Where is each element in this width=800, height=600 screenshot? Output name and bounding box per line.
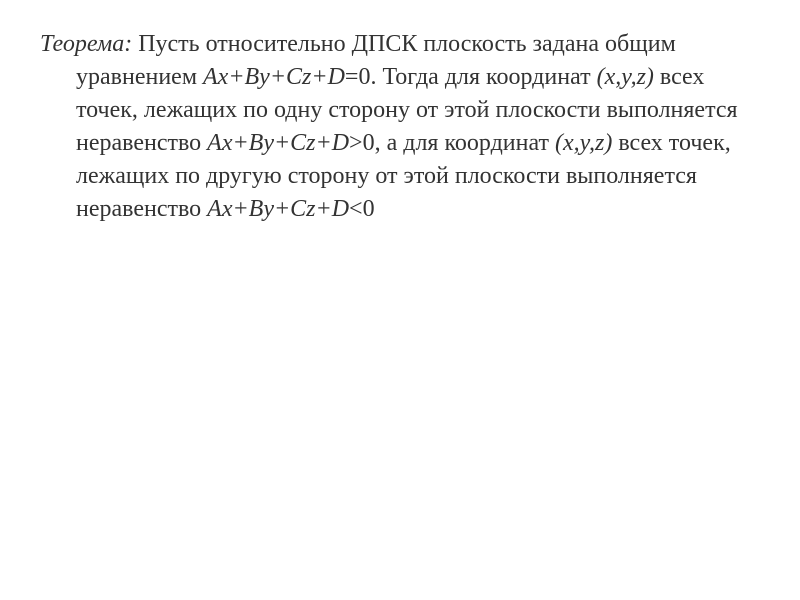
text-a: , а для координат [374, 130, 550, 156]
theorem-intro: Пусть относительно ДПСК плоскость задана общим уравнением [76, 31, 676, 90]
coordinates-second: (x,y,z) [555, 130, 613, 156]
inequality-negative [207, 196, 374, 222]
inequality-negative-rhs: <0 [349, 196, 375, 222]
text-other-side: всех точек, лежащих по другую сторону от этой плоскости выполняется неравенство [76, 130, 731, 222]
plane-equation-lhs: Ax+By+Cz+D [203, 64, 345, 90]
inequality-positive-rhs: >0 [349, 130, 375, 156]
plane-equation-rhs: =0 [344, 64, 371, 90]
theorem-label: Теорема: [40, 31, 133, 57]
text-one-side: всех точек, лежащих по одну сторону от этой плоскости выполняется неравенство [76, 64, 738, 156]
plane-equation [203, 64, 370, 90]
inequality-negative-lhs: Ax+By+Cz+D [207, 196, 350, 222]
theorem-paragraph [40, 28, 766, 226]
inequality-positive [207, 130, 374, 156]
text-after-equation: . Тогда для координат [370, 64, 591, 90]
coordinates-first: (x,y,z) [596, 64, 654, 90]
inequality-positive-lhs: Ax+By+Cz+D [207, 130, 350, 156]
